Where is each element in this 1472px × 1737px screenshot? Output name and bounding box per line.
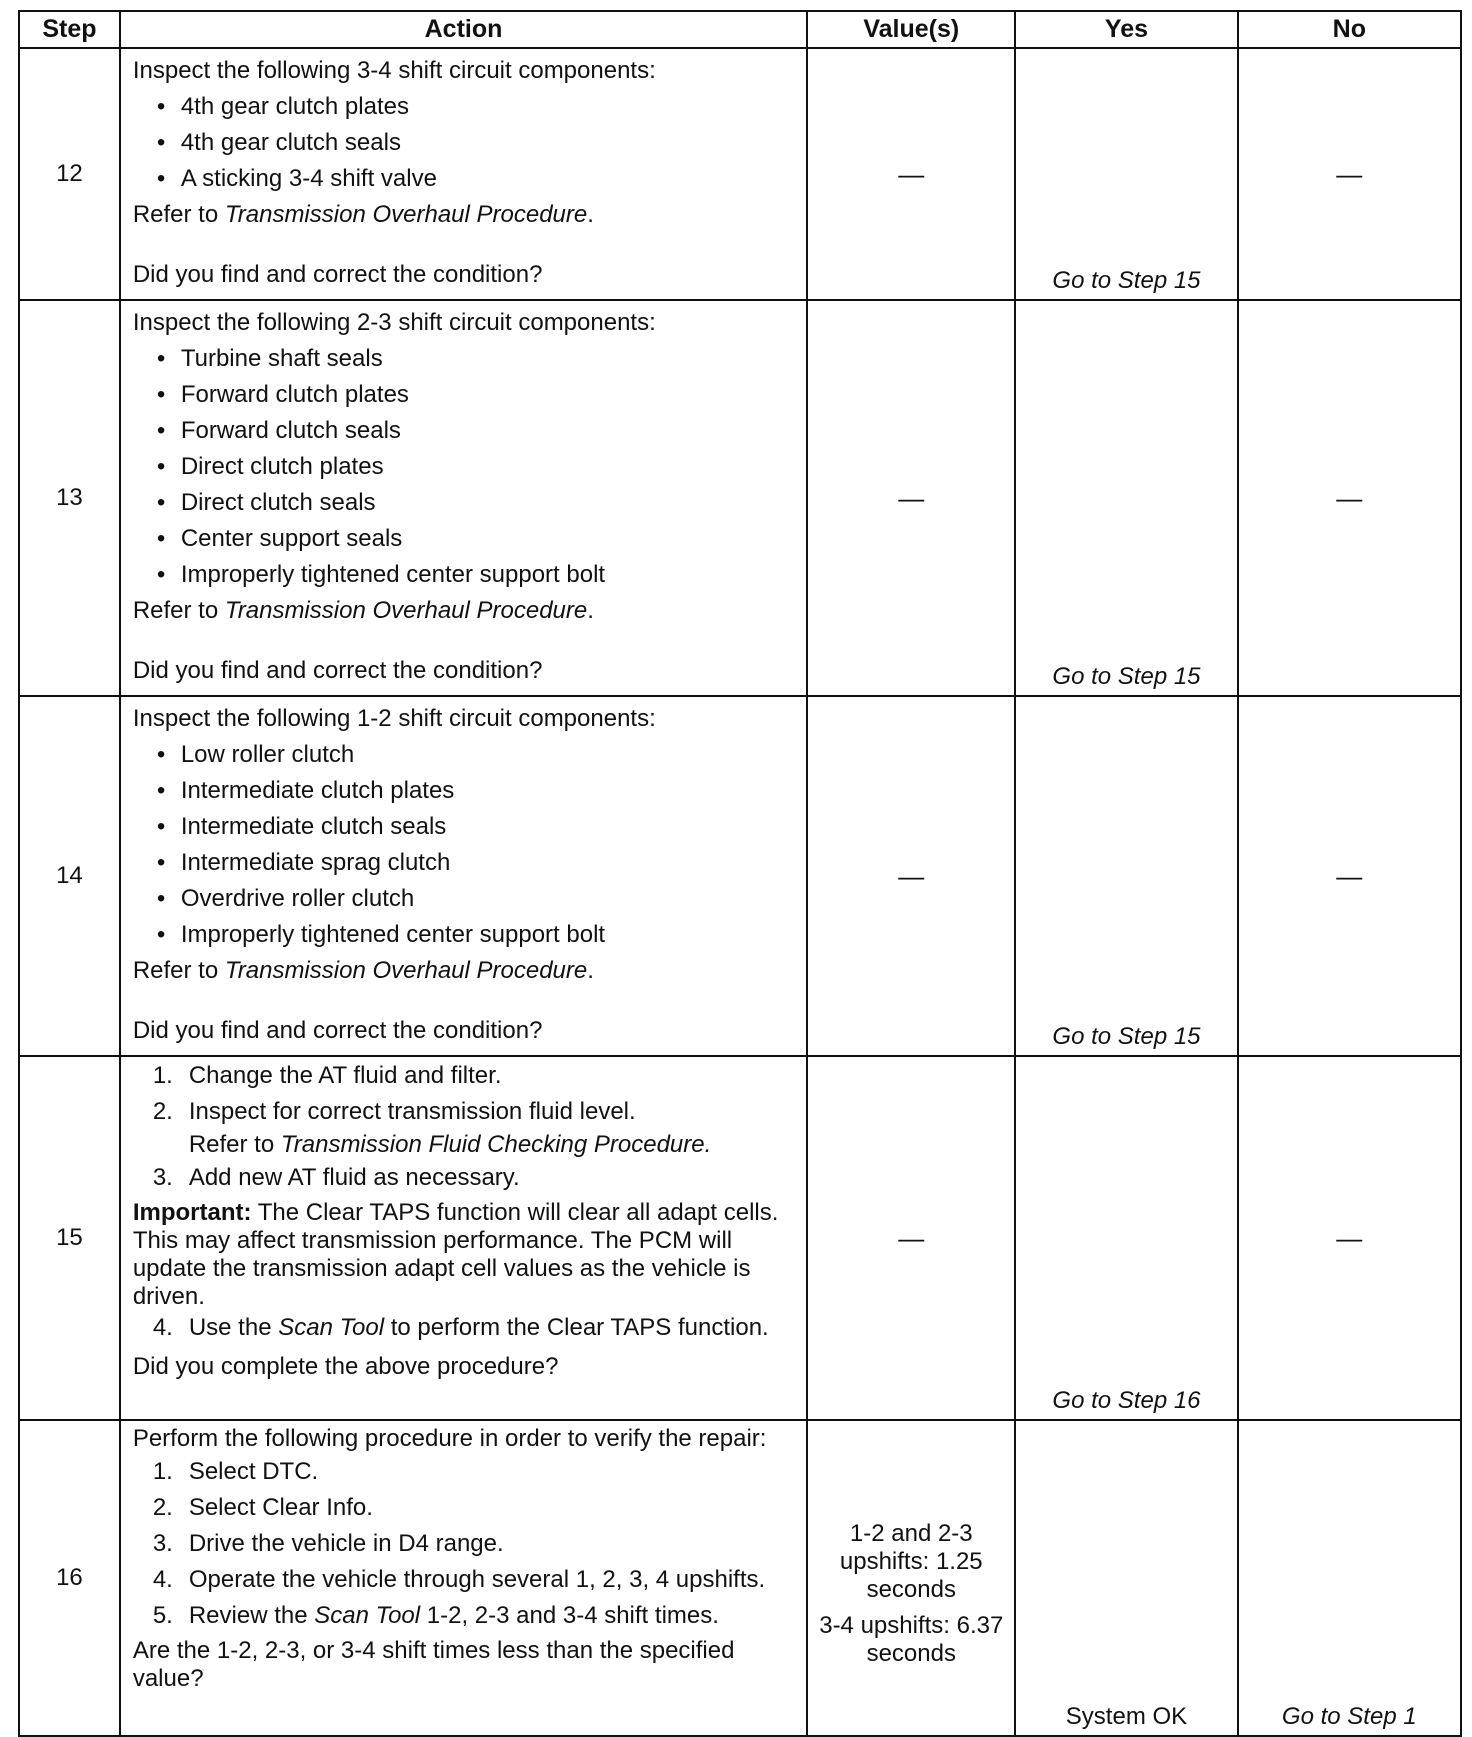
list-item: • Direct clutch plates: [157, 449, 796, 485]
yes-cell: [1015, 300, 1237, 696]
value-cell: —: [807, 300, 1015, 696]
question: Did you find and correct the condition?: [132, 657, 543, 684]
action-cell: [120, 1056, 807, 1420]
yes-result: Go to Step 15: [1052, 663, 1201, 690]
list-item: • 4th gear clutch seals: [157, 125, 796, 161]
value-upshift-12-23: 1-2 and 2-3 upshifts: 1.25 seconds: [839, 1520, 983, 1603]
value-cell: —: [807, 1056, 1015, 1420]
header-action: Action: [120, 11, 807, 48]
list-item: • Intermediate clutch plates: [157, 773, 796, 809]
refer-line: Refer to Transmission Overhaul Procedure.: [132, 201, 594, 228]
component-list: [133, 341, 796, 593]
value-cell: [807, 1420, 1015, 1736]
step-number: 16: [19, 1420, 120, 1736]
table-row: [19, 1056, 1461, 1420]
list-item: • Center support seals: [157, 521, 796, 557]
list-item: • 4th gear clutch plates: [157, 89, 796, 125]
refer-label: Refer to: [132, 957, 219, 984]
action-intro: Inspect the following 2-3 shift circuit components:: [132, 309, 656, 336]
action-intro: Inspect the following 1-2 shift circuit components:: [132, 705, 656, 732]
list-item: • Overdrive roller clutch: [157, 881, 796, 917]
procedure-list: [133, 1457, 796, 1631]
step-number: 13: [19, 300, 120, 696]
action-cell: [120, 1420, 807, 1736]
yes-result: Go to Step 15: [1052, 1023, 1201, 1050]
procedure-list: [133, 1313, 796, 1343]
question: Are the 1-2, 2-3, or 3-4 shift times less than the specified value?: [132, 1637, 735, 1692]
procedure-reference: Transmission Fluid Checking Procedure.: [280, 1131, 712, 1158]
list-item: 4. Use the Scan Tool to perform the Clear TAPS function.: [152, 1314, 769, 1341]
step-number: 12: [19, 48, 120, 300]
list-item: 1. Select DTC.: [152, 1458, 319, 1485]
no-cell: —: [1238, 300, 1461, 696]
component-list: [133, 89, 796, 197]
procedure-list: [133, 1061, 796, 1127]
yes-result: Go to Step 16: [1052, 1387, 1201, 1414]
question: Did you find and correct the condition?: [132, 1017, 543, 1044]
header-step: Step: [19, 11, 120, 48]
no-cell: —: [1238, 1056, 1461, 1420]
value-upshift-34: 3-4 upshifts: 6.37 seconds: [819, 1612, 1004, 1667]
yes-cell: [1015, 1420, 1237, 1736]
diagnostic-table: [18, 10, 1462, 1737]
yes-cell: [1015, 48, 1237, 300]
list-item: • Low roller clutch: [157, 737, 796, 773]
list-item: • Intermediate clutch seals: [157, 809, 796, 845]
header-row: [19, 11, 1461, 48]
refer-label: Refer to: [188, 1131, 275, 1158]
table-row: [19, 1420, 1461, 1736]
table-row: [19, 696, 1461, 1056]
action-intro: Perform the following procedure in order to verify the repair:: [132, 1425, 767, 1452]
list-item: 2. Inspect for correct transmission fluid level.: [152, 1098, 636, 1125]
list-item: • Forward clutch plates: [157, 377, 796, 413]
list-item: • Direct clutch seals: [157, 485, 796, 521]
list-item: 2. Select Clear Info.: [152, 1494, 373, 1521]
important-text: The Clear TAPS function will clear all adapt cells. This may affect transmission performance. The PCM will update the transmission adapt cell values as the vehicle is driven.: [132, 1199, 779, 1310]
list-item: • A sticking 3-4 shift valve: [157, 161, 796, 197]
procedure-list: [133, 1163, 796, 1193]
list-item: • Forward clutch seals: [157, 413, 796, 449]
value-cell: —: [807, 696, 1015, 1056]
refer-label: Refer to: [132, 597, 219, 624]
header-no: No: [1238, 11, 1461, 48]
list-item: • Improperly tightened center support bolt: [157, 917, 796, 953]
question: Did you find and correct the condition?: [132, 261, 543, 288]
list-item: 3. Drive the vehicle in D4 range.: [152, 1530, 504, 1557]
action-cell: [120, 696, 807, 1056]
action-cell: [120, 300, 807, 696]
no-cell: [1238, 1420, 1461, 1736]
step-number: 15: [19, 1056, 120, 1420]
header-values: Value(s): [807, 11, 1015, 48]
question: Did you complete the above procedure?: [132, 1353, 559, 1380]
list-item: • Improperly tightened center support bolt: [157, 557, 796, 593]
procedure-reference: Transmission Overhaul Procedure: [224, 597, 588, 624]
refer-line: Refer to Transmission Overhaul Procedure.: [132, 597, 594, 624]
list-item: • Turbine shaft seals: [157, 341, 796, 377]
list-item: 1. Change the AT fluid and filter.: [152, 1062, 502, 1089]
table-row: [19, 300, 1461, 696]
yes-result: Go to Step 15: [1052, 267, 1201, 294]
refer-line: [133, 1127, 796, 1163]
procedure-reference: Transmission Overhaul Procedure: [224, 201, 588, 228]
list-item: • Intermediate sprag clutch: [157, 845, 796, 881]
important-label: Important:: [132, 1199, 252, 1226]
no-result: Go to Step 1: [1281, 1703, 1417, 1730]
refer-line: Refer to Transmission Overhaul Procedure.: [132, 957, 594, 984]
component-list: [133, 737, 796, 953]
value-cell: —: [807, 48, 1015, 300]
scan-tool-ref: Scan Tool: [314, 1602, 421, 1629]
step-number: 14: [19, 696, 120, 1056]
no-cell: —: [1238, 48, 1461, 300]
action-cell: [120, 48, 807, 300]
refer-label: Refer to: [132, 201, 219, 228]
header-yes: Yes: [1015, 11, 1237, 48]
table-row: [19, 48, 1461, 300]
list-item: 5. Review the Scan Tool 1-2, 2-3 and 3-4 shift times.: [152, 1602, 719, 1629]
yes-cell: [1015, 696, 1237, 1056]
list-item: 3. Add new AT fluid as necessary.: [152, 1164, 520, 1191]
yes-result: System OK: [1065, 1703, 1188, 1730]
procedure-reference: Transmission Overhaul Procedure: [224, 957, 588, 984]
no-cell: —: [1238, 696, 1461, 1056]
list-item: 4. Operate the vehicle through several 1, 2, 3, 4 upshifts.: [152, 1566, 766, 1593]
important-note: [133, 1199, 796, 1311]
scan-tool-ref: Scan Tool: [278, 1314, 385, 1341]
yes-cell: [1015, 1056, 1237, 1420]
action-intro: Inspect the following 3-4 shift circuit components:: [132, 57, 656, 84]
